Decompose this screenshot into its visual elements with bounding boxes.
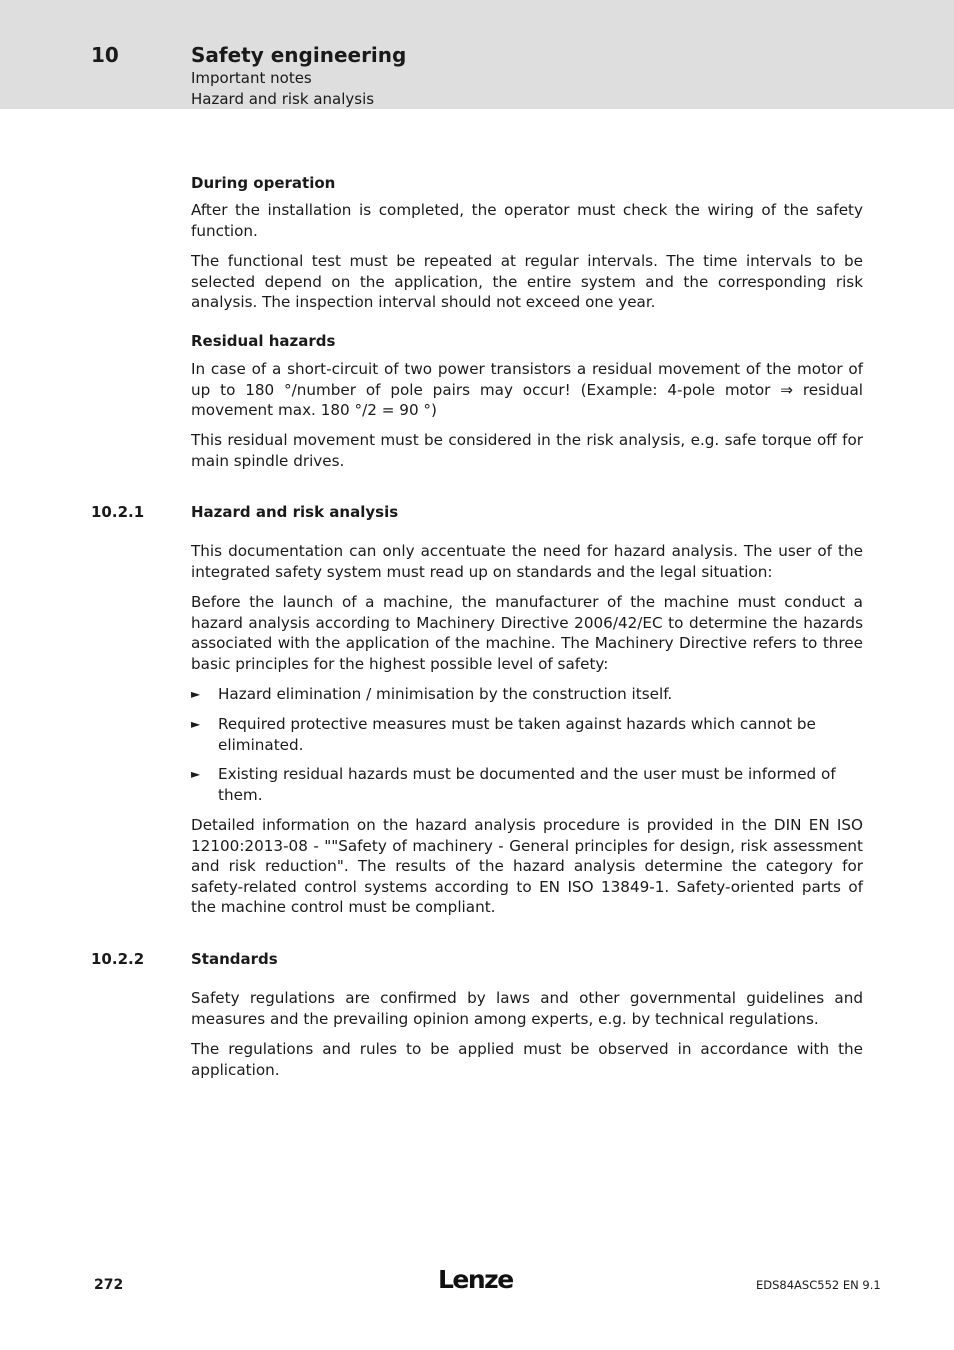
heading-during-operation: During operation [191, 174, 336, 192]
section-title-1021: Hazard and risk analysis [191, 503, 399, 521]
paragraph: Detailed information on the hazard analysis procedure is provided in the DIN EN ISO 12100:2013-08 - ""Safety of machinery - General principles for design, risk assessment and risk reduction". The results of the hazard analysis determine the category for safety-related control systems according to EN ISO 13849-1. Safety-oriented parts of the machine control must be compliant. [191, 816, 863, 917]
section-1021-p1 [191, 541, 863, 582]
section-number-1022: 10.2.2 [91, 950, 145, 968]
list-item-text: Hazard elimination / minimisation by the construction itself. [218, 685, 673, 703]
page-number: 272 [94, 1277, 124, 1293]
lenze-logo: Lenze [438, 1265, 513, 1294]
paragraph: This residual movement must be considered in the risk analysis, e.g. safe torque off for main spindle drives. [191, 431, 863, 470]
residual-hazards-p1 [191, 359, 863, 421]
section-title-1022: Standards [191, 950, 278, 968]
header-band [0, 0, 954, 109]
section-number-1021: 10.2.1 [91, 503, 145, 521]
heading-residual-hazards: Residual hazards [191, 332, 336, 350]
section-1022-p1 [191, 988, 863, 1029]
list-item-text: Existing residual hazards must be documented and the user must be informed of them. [218, 765, 836, 804]
header-subtitle-1: Important notes [191, 69, 312, 87]
bullet-arrow-icon: ► [191, 687, 201, 701]
chapter-number: 10 [91, 43, 119, 67]
bullet-arrow-icon: ► [191, 767, 201, 781]
header-subtitle-2: Hazard and risk analysis [191, 90, 375, 108]
section-1022-p2 [191, 1039, 863, 1080]
section-1021-p3 [191, 815, 863, 918]
during-operation-p1 [191, 200, 863, 241]
during-operation-p2 [191, 251, 863, 313]
section-1021-p2 [191, 592, 863, 674]
chapter-title: Safety engineering [191, 43, 407, 67]
paragraph: Before the launch of a machine, the manufacturer of the machine must conduct a hazard analysis according to Machinery Directive 2006/42/EC to determine the hazards associated with the application of the machine. The Machinery Directive refers to three basic principles for the highest possible level of safety: [191, 593, 863, 673]
document-id: EDS84ASC552 EN 9.1 [756, 1278, 881, 1292]
residual-hazards-p2 [191, 430, 863, 471]
paragraph: The regulations and rules to be applied must be observed in accordance with the application. [191, 1040, 863, 1079]
list-item-text: Required protective measures must be taken against hazards which cannot be eliminated. [218, 715, 816, 754]
paragraph: After the installation is completed, the operator must check the wiring of the safety function. [191, 201, 863, 240]
paragraph: In case of a short-circuit of two power transistors a residual movement of the motor of up to 180 °/number of pole pairs may occur! (Example: 4-pole motor ⇒ residual movement max. 180 °/2 = 90 °) [191, 360, 863, 420]
bullet-arrow-icon: ► [191, 717, 201, 731]
paragraph: The functional test must be repeated at regular intervals. The time intervals to be selected depend on the application, the entire system and the corresponding risk analysis. The inspection interval should not exceed one year. [191, 252, 863, 312]
paragraph: This documentation can only accentuate the need for hazard analysis. The user of the integrated safety system must read up on standards and the legal situation: [191, 542, 863, 581]
paragraph: Safety regulations are confirmed by laws and other governmental guidelines and measures and the prevailing opinion among experts, e.g. by technical regulations. [191, 989, 863, 1028]
